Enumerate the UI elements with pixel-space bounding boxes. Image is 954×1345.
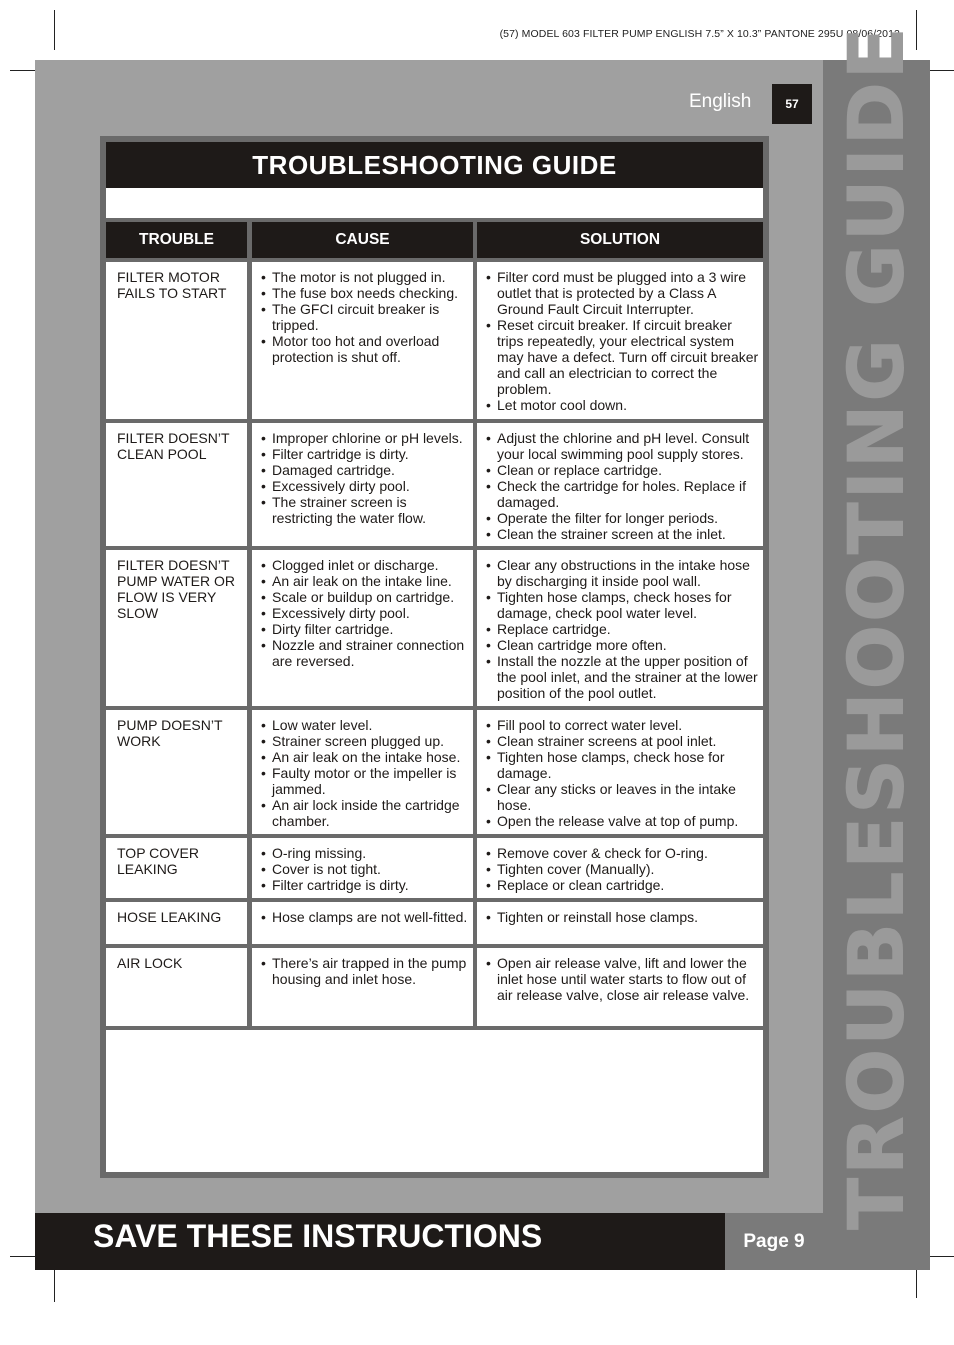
cause-item: • Hose clamps are not well-fitted. (256, 909, 469, 925)
cause-item: • Excessively dirty pool. (256, 478, 469, 494)
cause-item: • An air leak on the intake line. (256, 573, 469, 589)
solution-item: • Fill pool to correct water level. (481, 717, 759, 733)
solution-item: • Clean cartridge more often. (481, 637, 759, 653)
language-label: English (689, 91, 752, 112)
cause-item: • Motor too hot and overload protection is shut off. (256, 333, 469, 365)
solution-item: • Open the release valve at top of pump. (481, 813, 759, 829)
table-row-solutions (477, 948, 763, 1026)
table-row-trouble: PUMP DOESN’T WORK (106, 710, 247, 834)
cause-item: • Scale or buildup on cartridge. (256, 589, 469, 605)
solution-item: • Open air release valve, lift and lower the inlet hose until water starts to flow out of air release valve, close air release valve. (481, 955, 759, 1003)
table-row-causes (252, 710, 473, 834)
cause-item: • O-ring missing. (256, 845, 469, 861)
table-row-solutions (477, 550, 763, 706)
side-title-text: TROUBLESHOOTING GUIDE (831, 24, 921, 1230)
cause-item: • Strainer screen plugged up. (256, 733, 469, 749)
footer-page-label: Page 9 (725, 1213, 823, 1270)
cause-item: • Low water level. (256, 717, 469, 733)
cause-item: • There’s air trapped in the pump housing and inlet hose. (256, 955, 469, 987)
table-row-solutions (477, 710, 763, 834)
crop-mark (930, 70, 954, 71)
solution-item: • Remove cover & check for O-ring. (481, 845, 759, 861)
solution-item: • Tighten or reinstall hose clamps. (481, 909, 759, 925)
solution-item: • Adjust the chlorine and pH level. Consult your local swimming pool supply stores. (481, 430, 759, 462)
footer-title: SAVE THESE INSTRUCTIONS (93, 1218, 543, 1254)
crop-mark (54, 1270, 55, 1302)
table-row-solutions (477, 423, 763, 546)
cause-item: • Improper chlorine or pH levels. (256, 430, 469, 446)
cause-item: • The strainer screen is restricting the water flow. (256, 494, 469, 526)
table-row-trouble: FILTER DOESN’T CLEAN POOL (106, 423, 247, 546)
table-row-causes (252, 550, 473, 706)
table-row-solutions (477, 262, 763, 419)
crop-mark (916, 1270, 917, 1298)
cause-item: • The GFCI circuit breaker is tripped. (256, 301, 469, 333)
table-row-causes (252, 902, 473, 944)
cause-item: • Cover is not tight. (256, 861, 469, 877)
table-row-causes (252, 423, 473, 546)
cause-item: • Dirty filter cartridge. (256, 621, 469, 637)
cause-item: • The fuse box needs checking. (256, 285, 469, 301)
table-row-causes (252, 838, 473, 898)
cause-item: • Filter cartridge is dirty. (256, 877, 469, 893)
table-row-solutions (477, 838, 763, 898)
guide-title: TROUBLESHOOTING GUIDE (106, 142, 763, 188)
table-row-trouble: TOP COVER LEAKING (106, 838, 247, 898)
table-row-causes (252, 262, 473, 419)
solution-item: • Let motor cool down. (481, 397, 759, 413)
table-row-trouble: AIR LOCK (106, 948, 247, 1026)
solution-item: • Replace or clean cartridge. (481, 877, 759, 893)
solution-item: • Tighten hose clamps, check hoses for damage, check pool water level. (481, 589, 759, 621)
cause-item: • Damaged cartridge. (256, 462, 469, 478)
cause-item: • Excessively dirty pool. (256, 605, 469, 621)
solution-item: • Reset circuit breaker. If circuit breaker trips repeatedly, your electrical system may have a defect. Turn off circuit breaker and call an electrician to correct the problem. (481, 317, 759, 397)
solution-item: • Clear any obstructions in the intake hose by discharging it inside pool wall. (481, 557, 759, 589)
cause-item: • The motor is not plugged in. (256, 269, 469, 285)
solution-item: • Tighten cover (Manually). (481, 861, 759, 877)
table-row-trouble: FILTER DOESN’T PUMP WATER OR FLOW IS VERY SLOW (106, 550, 247, 706)
table-row-trouble: FILTER MOTOR FAILS TO START (106, 262, 247, 419)
solution-item: • Clear any sticks or leaves in the intake hose. (481, 781, 759, 813)
header-cause: CAUSE (252, 222, 473, 258)
cause-item: • Clogged inlet or discharge. (256, 557, 469, 573)
table-row-solutions (477, 902, 763, 944)
solution-item: • Install the nozzle at the upper position of the pool inlet, and the strainer at the lower position of the pool outlet. (481, 653, 759, 701)
cause-item: • An air leak on the intake hose. (256, 749, 469, 765)
header-trouble: TROUBLE (106, 222, 247, 258)
table-row-trouble: HOSE LEAKING (106, 902, 247, 944)
solution-item: • Clean the strainer screen at the inlet. (481, 526, 759, 542)
header-solution: SOLUTION (477, 222, 763, 258)
table-row-causes (252, 948, 473, 1026)
solution-item: • Filter cord must be plugged into a 3 wire outlet that is protected by a Class A Ground Fault Circuit Interrupter. (481, 269, 759, 317)
solution-item: • Check the cartridge for holes. Replace if damaged. (481, 478, 759, 510)
solution-item: • Replace cartridge. (481, 621, 759, 637)
cause-item: • Nozzle and strainer connection are reversed. (256, 637, 469, 669)
cause-item: • Faulty motor or the impeller is jammed. (256, 765, 469, 797)
print-slug: (57) MODEL 603 FILTER PUMP ENGLISH 7.5” X 10.3” PANTONE 295U 08/06/2012 (499, 28, 900, 40)
solution-item: • Tighten hose clamps, check hose for damage. (481, 749, 759, 781)
print-page-number: 57 (772, 84, 812, 124)
solution-item: • Operate the filter for longer periods. (481, 510, 759, 526)
crop-mark (930, 1256, 954, 1257)
solution-item: • Clean or replace cartridge. (481, 462, 759, 478)
cause-item: • Filter cartridge is dirty. (256, 446, 469, 462)
crop-mark (54, 10, 55, 50)
cause-item: • An air lock inside the cartridge chamber. (256, 797, 469, 829)
solution-item: • Clean strainer screens at pool inlet. (481, 733, 759, 749)
